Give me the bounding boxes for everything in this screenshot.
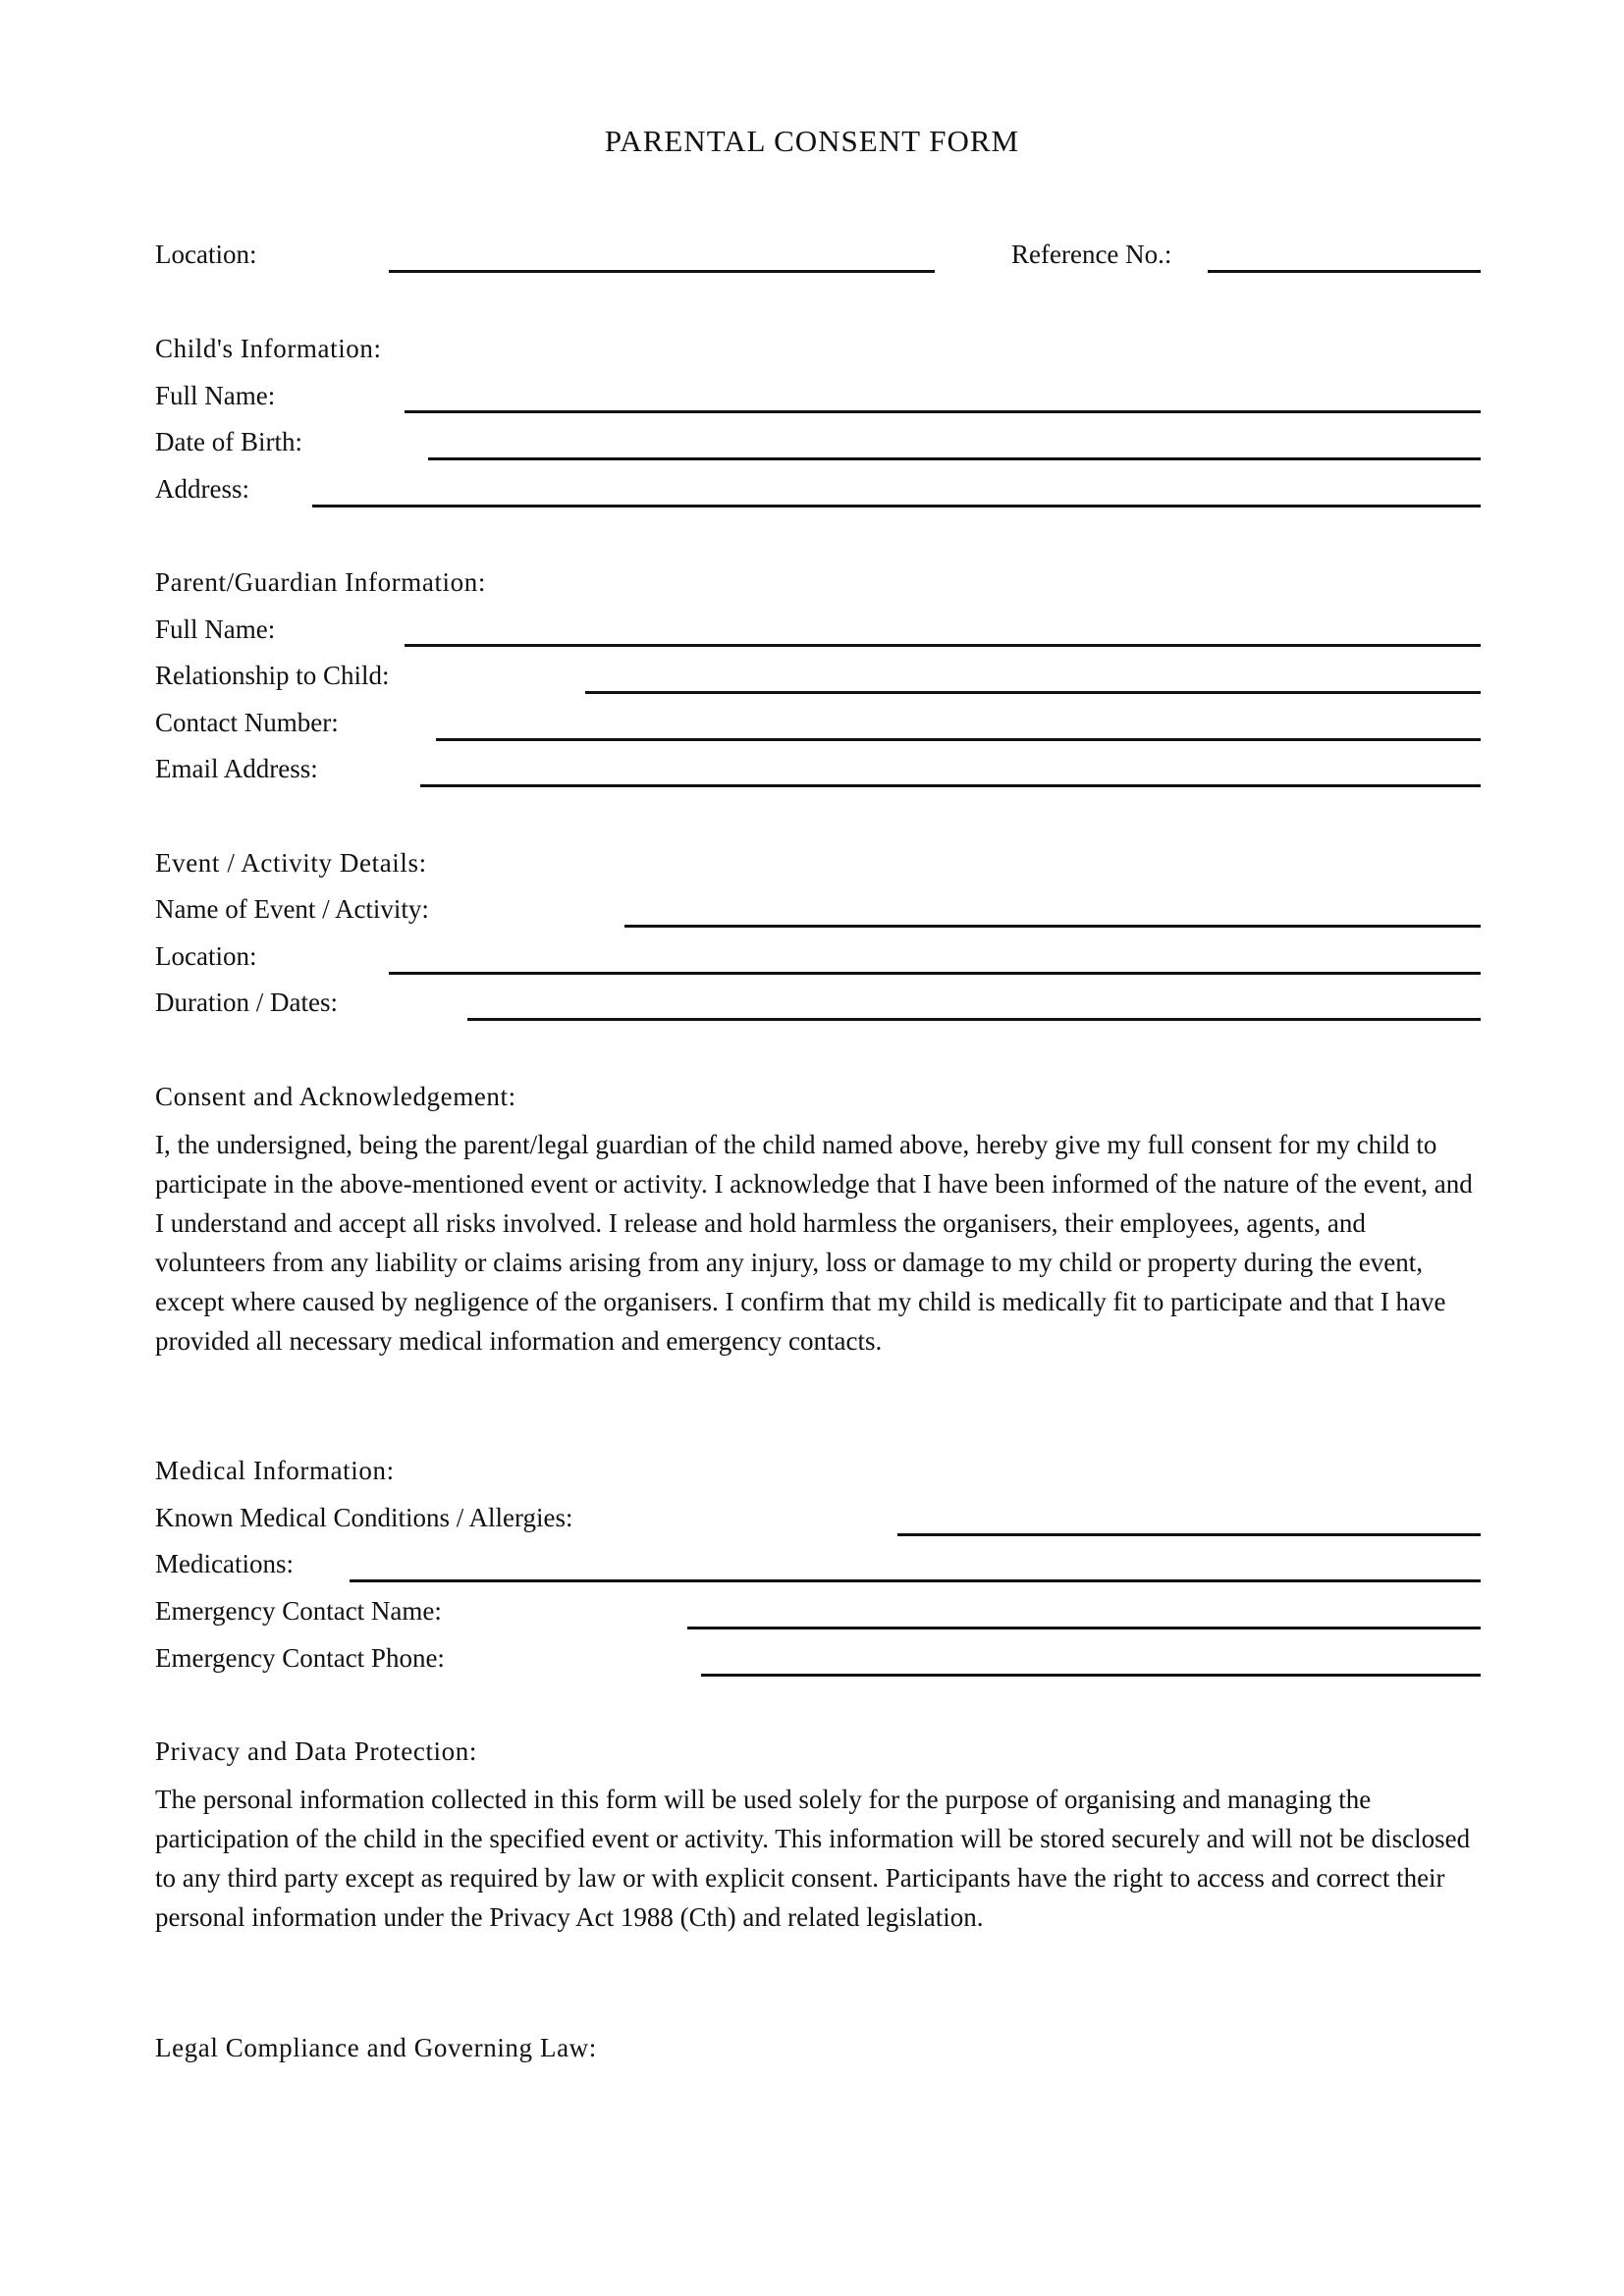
header-location-label: Location: <box>155 240 257 269</box>
contact-number-label: Contact Number: <box>155 708 339 737</box>
event-location-line[interactable] <box>389 972 1481 975</box>
medications-line[interactable] <box>350 1579 1481 1582</box>
child-full-name-label: Full Name: <box>155 381 276 410</box>
parent-full-name-label: Full Name: <box>155 614 276 644</box>
form-title: PARENTAL CONSENT FORM <box>604 124 1020 158</box>
contact-number-line[interactable] <box>436 738 1481 741</box>
event-details-heading: Event / Activity Details: <box>155 848 427 878</box>
medical-info-heading: Medical Information: <box>155 1456 395 1485</box>
event-name-label: Name of Event / Activity: <box>155 894 429 924</box>
email-address-label: Email Address: <box>155 754 318 783</box>
emergency-contact-name-label: Emergency Contact Name: <box>155 1596 442 1626</box>
parent-full-name-line[interactable] <box>405 644 1481 647</box>
medications-label: Medications: <box>155 1549 294 1578</box>
duration-dates-label: Duration / Dates: <box>155 988 338 1017</box>
consent-heading: Consent and Acknowledgement: <box>155 1082 516 1111</box>
emergency-contact-name-line[interactable] <box>687 1627 1481 1629</box>
event-location-label: Location: <box>155 941 257 971</box>
emergency-contact-phone-label: Emergency Contact Phone: <box>155 1643 445 1673</box>
child-dob-line[interactable] <box>428 457 1481 460</box>
reference-number-label: Reference No.: <box>1011 240 1172 269</box>
consent-paragraph: I, the undersigned, being the parent/legal guardian of the child named above, hereby give my full consent for my child to participate in the above-mentioned event or activity. I acknowledge that I have been informed of the nature of the event, and I understand and accept all risks involved. I release and hold harmless the organisers, their employees, agents, and volunteers from any liability or claims arising from any injury, loss or damage to my child or property during the event, except where caused by negligence of the organisers. I confirm that my child is medically fit to participate and that I have provided all necessary medical information and emergency contacts. <box>155 1130 1473 1356</box>
parent-info-heading: Parent/Guardian Information: <box>155 567 486 597</box>
child-info-heading: Child's Information: <box>155 334 382 363</box>
medical-conditions-label: Known Medical Conditions / Allergies: <box>155 1503 573 1532</box>
header-location-line[interactable] <box>389 270 935 273</box>
legal-compliance-heading: Legal Compliance and Governing Law: <box>155 2033 597 2062</box>
emergency-contact-phone-line[interactable] <box>701 1674 1481 1677</box>
duration-dates-line[interactable] <box>467 1018 1481 1021</box>
reference-number-line[interactable] <box>1208 270 1481 273</box>
child-address-label: Address: <box>155 474 249 504</box>
child-full-name-line[interactable] <box>405 410 1481 413</box>
medical-conditions-line[interactable] <box>897 1533 1481 1536</box>
email-address-line[interactable] <box>420 784 1481 787</box>
privacy-paragraph: The personal information collected in this form will be used solely for the purpose of organising and managing the participation of the child in the specified event or activity. This information will be stored securely and will not be disclosed to any third party except as required by law or with explicit consent. Participants have the right to access and correct their personal information under the Privacy Act 1988 (Cth) and related legislation. <box>155 1785 1471 1932</box>
child-dob-label: Date of Birth: <box>155 427 302 456</box>
relationship-line[interactable] <box>585 691 1481 694</box>
child-address-line[interactable] <box>312 505 1481 507</box>
privacy-heading: Privacy and Data Protection: <box>155 1736 477 1766</box>
relationship-label: Relationship to Child: <box>155 661 390 690</box>
event-name-line[interactable] <box>624 925 1481 928</box>
